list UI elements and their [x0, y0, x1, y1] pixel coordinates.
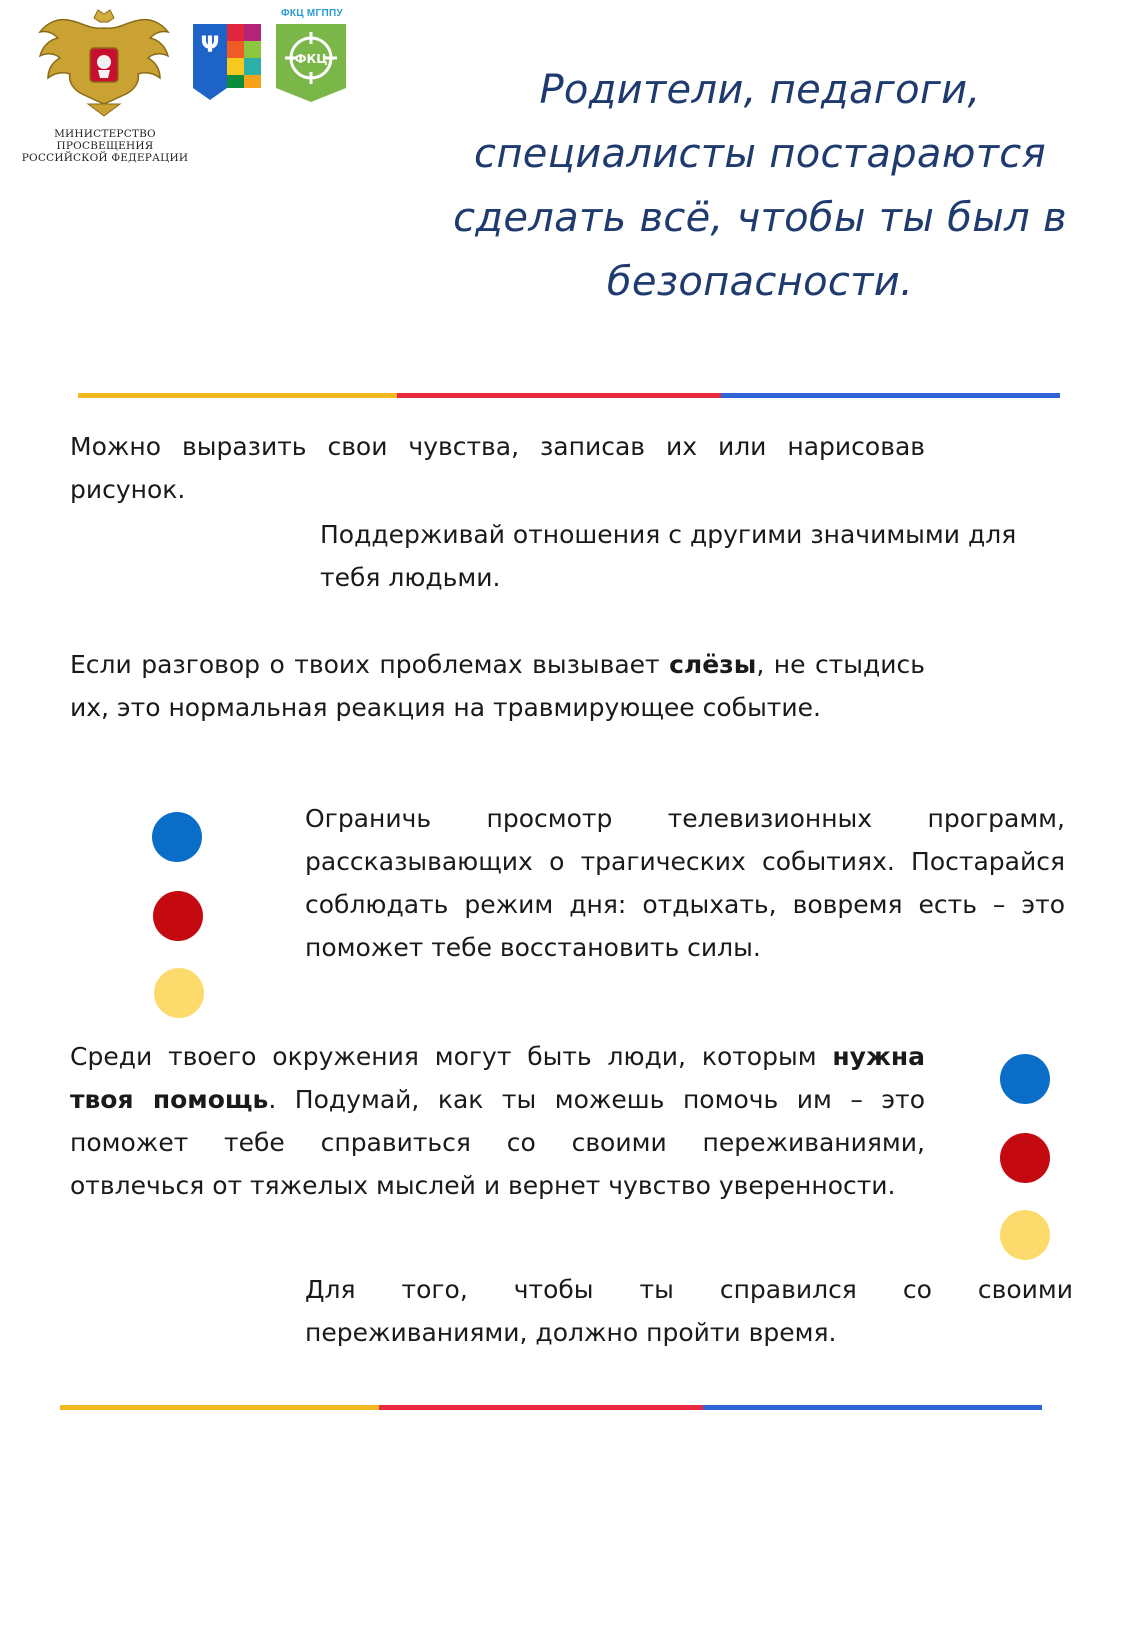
fkc-crosshair-icon [276, 24, 346, 102]
divider-blue-segment [703, 1405, 1042, 1410]
headline-line-3: сделать всё, чтобы ты был в [453, 195, 1067, 241]
paragraph-express-feelings: Можно выразить свои чувства, записав их или нарисовав рисунок. [70, 432, 925, 504]
psychology-flag-icon [193, 24, 261, 100]
paragraph-help-others [70, 1035, 925, 1207]
double-headed-eagle-icon [38, 8, 170, 120]
paragraph-time-needed: Для того, чтобы ты справился со своими переживаниями, должно пройти время. [305, 1275, 1073, 1347]
divider-yellow-segment [78, 393, 397, 398]
svg-text:Ψ: Ψ [200, 33, 220, 58]
headline [420, 58, 1100, 314]
paragraph-help-others-bold: нужна твоя помощь [70, 1042, 925, 1114]
divider-yellow-segment [60, 1405, 379, 1410]
paragraph-limit-tv: Ограничь просмотр телевизионных программ, рассказывающих о трагических событиях. Постарайся соблюдать режим дня: отдыхать, вовремя есть – это поможет тебе восстановить силы. [305, 804, 1065, 962]
divider-red-segment [379, 1405, 703, 1410]
paragraph-tears-part-2: , не стыдись их, это нормальная реакция на травмирующее событие. [70, 650, 925, 722]
bottom-divider [60, 1405, 1042, 1410]
top-divider [78, 393, 1060, 398]
paragraph-help-others-part-1: Среди твоего окружения могут быть люди, которым [70, 1042, 833, 1071]
ministry-line-1: МИНИСТЕРСТВО ПРОСВЕЩЕНИЯ [54, 128, 156, 152]
paragraph-help-others-part-2: . Подумай, как ты можешь помочь им – это поможет тебе справиться со своими переживаниями, отвлечься от тяжелых мыслей и вернет чувство уверенности. [70, 1085, 925, 1200]
headline-line-2: специалисты постараются [474, 131, 1046, 177]
blue-dot [1000, 1054, 1050, 1104]
fkc-logo-text: ФКЦ [294, 52, 328, 66]
fkc-caption: ФКЦ МГППУ [280, 8, 344, 19]
red-dot [1000, 1133, 1050, 1183]
divider-red-segment [397, 393, 721, 398]
red-dot [153, 891, 203, 941]
headline-line-1: Родители, педагоги, [539, 67, 981, 113]
divider-blue-segment [721, 393, 1060, 398]
yellow-dot [1000, 1210, 1050, 1260]
paragraph-tears [70, 643, 925, 729]
paragraph-tears-part-1: Если разговор о твоих проблемах вызывает [70, 650, 670, 679]
paragraph-tears-bold: слёзы [669, 650, 757, 679]
yellow-dot [154, 968, 204, 1018]
ministry-caption [10, 128, 200, 164]
ministry-line-2: РОССИЙСКОЙ ФЕДЕРАЦИИ [21, 152, 189, 164]
paragraph-keep-relationships: Поддерживай отношения с другими значимыми для тебя людьми. [320, 520, 1017, 592]
headline-line-4: безопасности. [606, 259, 914, 305]
blue-dot [152, 812, 202, 862]
